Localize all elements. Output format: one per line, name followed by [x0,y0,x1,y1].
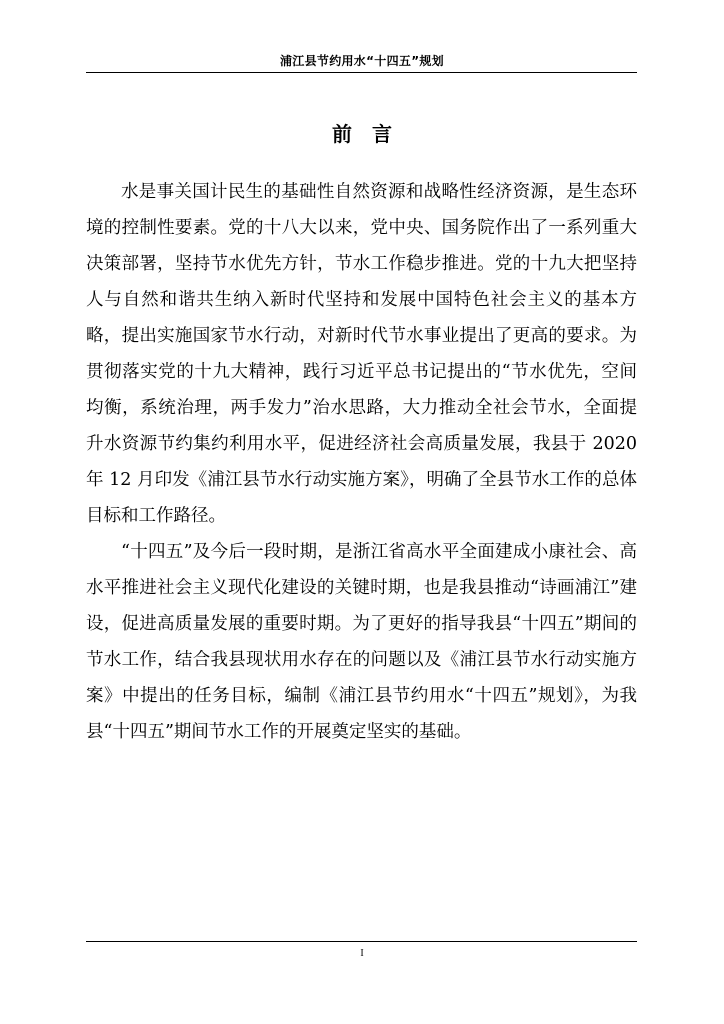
body-text [86,174,637,750]
footer-divider [86,941,637,942]
header-divider [86,72,637,73]
running-header-title: 浦江县节约用水“十四五”规划 [280,54,444,68]
paragraph-1: 水是事关国计民生的基础性自然资源和战略性经济资源，是生态环境的控制性要素。党的十八大以来，党中央、国务院作出了一系列重大决策部署，坚持节水优先方针，节水工作稳步推进。党的十九大把坚持人与自然和谐共生纳入新时代坚持和发展中国特色社会主义的基本方略，提出实施国家节水行动，对新时代节水事业提出了更高的要求。为贯彻落实党的十九大精神，践行习近平总书记提出的“节水优先，空间均衡，系统治理，两手发力”治水思路，大力推动全社会节水，全面提升水资源节约集约利用水平，促进经济社会高质量发展，我县于 2020 年 12 月印发《浦江县节水行动实施方案》，明确了全县节水工作的总体目标和工作路径。 [86,182,637,526]
section-title: 前 言 [332,122,392,146]
paragraph-2: “十四五”及今后一段时期，是浙江省高水平全面建成小康社会、高水平推进社会主义现代化建设的关键时期，也是我县推动“诗画浦江”建设，促进高质量发展的重要时期。为了更好的指导我县“十四五”期间的节水工作，结合我县现状用水存在的问题以及《浦江县节水行动实施方案》中提出的任务目标，编制《浦江县节约用水“十四五”规划》，为我县“十四五”期间节水工作的开展奠定坚实的基础。 [86,542,637,742]
page-number: I [360,948,364,959]
